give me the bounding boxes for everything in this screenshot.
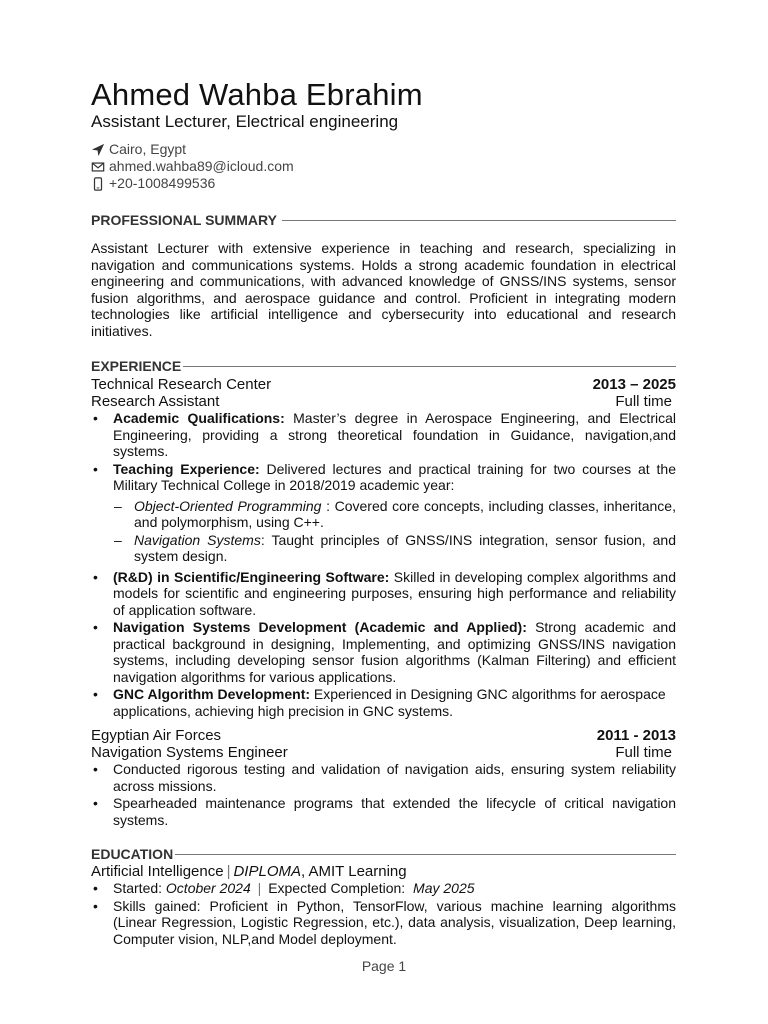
list-item xyxy=(134,532,676,565)
job-entry xyxy=(91,376,676,719)
course-name: Navigation Systems xyxy=(134,531,261,548)
comma: , xyxy=(300,863,306,880)
contact-phone xyxy=(91,175,676,192)
job-organization: Technical Research Center xyxy=(91,376,272,393)
phone-text: +20-1008499536 xyxy=(109,175,216,191)
summary-section-heading xyxy=(91,212,676,228)
course-list xyxy=(113,498,676,565)
bullet-text: Experienced in Designing GNC algorithms for aerospace applications, achieving high precision in GNC systems. xyxy=(113,686,666,719)
education-section-heading xyxy=(91,846,676,862)
job-bullets xyxy=(91,410,676,719)
bullet-label: Academic Qualifications: xyxy=(113,410,285,426)
contact-location xyxy=(91,141,676,158)
job-type: Full time xyxy=(615,744,672,761)
bullet-label: GNC Algorithm Development: xyxy=(113,686,311,702)
course-text: : Taught principles of GNSS/INS integration, sensor fusion, and system design. xyxy=(134,531,677,564)
section-rule xyxy=(282,220,676,221)
bullet-text: Skilled in developing complex algorithms and models for scientific and engineering purposes, ensuring high performance and reliability of application software. xyxy=(113,568,676,618)
contact-email xyxy=(91,158,676,175)
section-rule xyxy=(175,854,676,855)
course-name: Object-Oriented Programming xyxy=(134,497,322,514)
location-text: Cairo, Egypt xyxy=(109,141,187,157)
list-item xyxy=(113,686,705,719)
bullet-text: Strong academic and practical background in designing, Implementing, and optimizing GNSS/INS navigation systems, including developing sensor fusion algorithms (Kalman Filtering) and efficient navigation algorithms for various applications. xyxy=(113,619,676,685)
education-entry xyxy=(91,863,676,947)
location-arrow-icon xyxy=(91,143,105,157)
page-number: Page 1 xyxy=(361,958,407,974)
candidate-headline: Assistant Lecturer, Electrical engineering xyxy=(91,112,399,131)
job-role: Research Assistant xyxy=(91,393,220,410)
envelope-icon xyxy=(91,160,105,174)
education-program: Artificial Intelligence xyxy=(91,863,224,880)
mobile-phone-icon xyxy=(91,177,105,191)
bullet-text: Master’s degree in Aerospace Engineering, and Electrical Engineering, providing a strong theoretical foundation in Guidance, navigation,and systems. xyxy=(113,410,676,459)
list-item xyxy=(134,498,676,531)
expected-date: May 2025 xyxy=(413,880,475,896)
course-text: : Covered core concepts, including classes, inheritance, and polymorphism, using C++. xyxy=(134,497,676,530)
job-role: Navigation Systems Engineer xyxy=(91,744,288,761)
contact-block xyxy=(91,141,676,192)
job-entry xyxy=(91,727,676,828)
experience-title: EXPERIENCE xyxy=(91,358,182,374)
email-link[interactable]: ahmed.wahba89@icloud.com xyxy=(109,158,294,174)
list-item xyxy=(113,619,676,685)
job-bullets xyxy=(91,761,676,828)
education-title: EDUCATION xyxy=(91,846,174,862)
list-item: • Skills gained: Proficient in Python, TensorFlow, various machine learning algorithms (Linear Regression, Logistic Regression, etc.), data analysis, visualization, Deep learning, Computer vision, NLP,and Model deployment. xyxy=(113,898,676,948)
separator: | xyxy=(257,880,262,896)
separator: | xyxy=(226,863,231,880)
list-item xyxy=(113,410,676,460)
candidate-name: Ahmed Wahba Ebrahim xyxy=(91,77,423,112)
list-item xyxy=(113,461,676,565)
education-degree: DIPLOMA xyxy=(233,863,301,880)
job-organization: Egyptian Air Forces xyxy=(91,727,222,744)
education-school: AMIT Learning xyxy=(308,863,407,880)
bullet-text: Delivered lectures and practical training for two courses at the Military Technical College in 2018/2019 academic year: xyxy=(113,460,676,493)
resume-page xyxy=(91,78,676,948)
bullet-label: (R&D) in Scientific/Engineering Software: xyxy=(113,568,390,585)
section-rule xyxy=(183,366,676,367)
bullet-label: Navigation Systems Development (Academic and Applied): xyxy=(113,619,527,635)
expected-label: Expected Completion: xyxy=(268,880,406,896)
list-item: • Conducted rigorous testing and validation of navigation aids, ensuring system reliability across missions. xyxy=(113,761,676,794)
job-dates: 2011 - 2013 xyxy=(596,727,676,744)
started-label: Started: xyxy=(113,880,163,896)
experience-section-heading xyxy=(91,358,676,374)
education-bullets xyxy=(91,880,676,947)
list-item xyxy=(113,569,676,619)
summary-title: PROFESSIONAL SUMMARY xyxy=(91,212,277,228)
list-item: • Spearheaded maintenance programs that extended the lifecycle of critical navigation systems. xyxy=(113,795,676,828)
list-item xyxy=(113,880,676,897)
job-dates: 2013 – 2025 xyxy=(592,376,676,393)
job-type: Full time xyxy=(615,393,672,410)
started-date: October 2024 xyxy=(165,880,251,896)
bullet-label: Teaching Experience: xyxy=(113,460,260,477)
summary-text: Assistant Lecturer with extensive experience in teaching and research, specializing in navigation and communications systems. Holds a strong academic foundation in electrical engineering and communications, with advanced knowledge of GNSS/INS systems, sensor fusion algorithms, and aerospace guidance and control. Proficient in integrating modern technologies like artificial intelligence and cybersecurity into educational and research initiatives. xyxy=(91,240,676,339)
